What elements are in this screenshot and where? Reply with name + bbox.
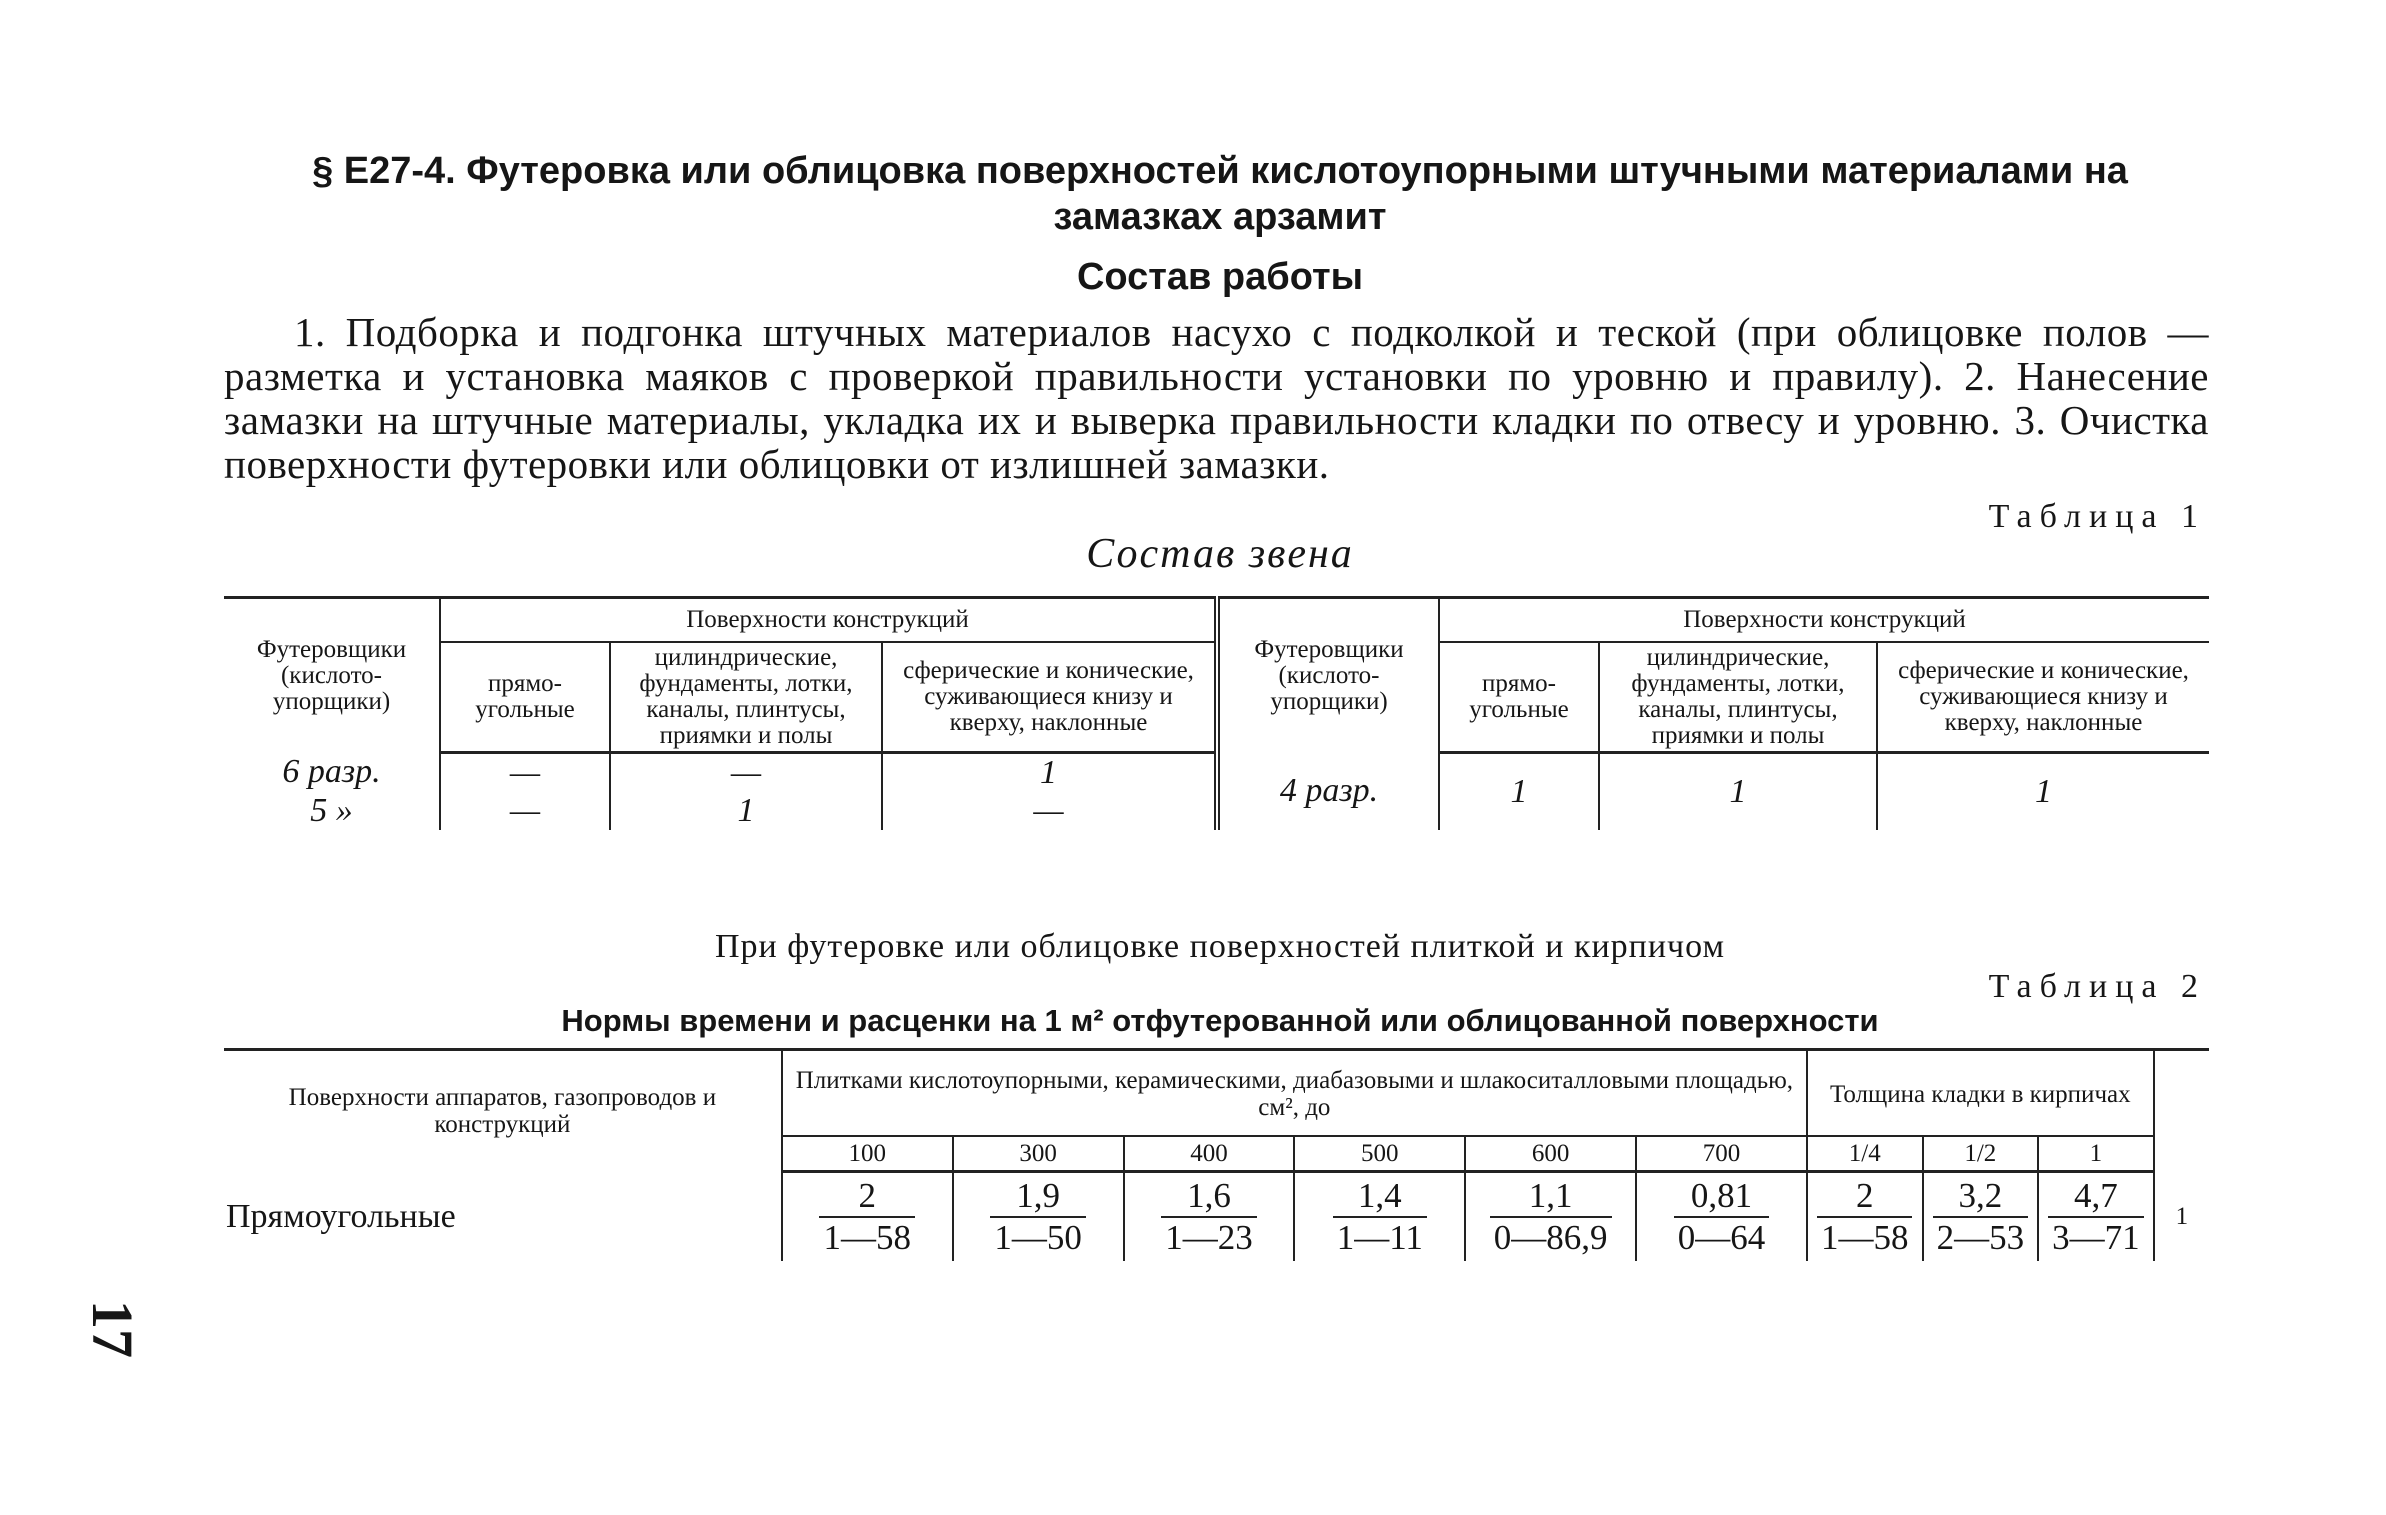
value-cell: 1 xyxy=(1877,753,2209,831)
brick-size-header: 1/2 xyxy=(1923,1136,2039,1172)
table1-title: Состав звена xyxy=(1086,531,1354,577)
norm-rate: 2—53 xyxy=(1936,1218,2025,1257)
table2-caption: Таблица 2 xyxy=(1988,968,2206,1005)
tile-size-header: 500 xyxy=(1294,1136,1465,1172)
section-heading xyxy=(180,148,2260,240)
value-cell: 1 xyxy=(1439,753,1599,831)
norm-cell xyxy=(1807,1172,1923,1262)
norm-rate: 1—50 xyxy=(994,1218,1082,1257)
row-number: 1 xyxy=(2154,1172,2209,1262)
norm-time: 1,4 xyxy=(1333,1176,1427,1218)
brick-size-header: 1/4 xyxy=(1807,1136,1923,1172)
section-heading-line2: замазках арзамит xyxy=(1053,196,1387,238)
grade-cell: 4 разр. xyxy=(1217,753,1439,831)
subcol-rectangular: прямо-угольные xyxy=(1439,642,1599,753)
row-label: Прямоугольные xyxy=(226,1197,456,1235)
norm-time: 3,2 xyxy=(1933,1176,2029,1218)
value-cell: — xyxy=(610,753,882,793)
norm-cell xyxy=(953,1172,1124,1262)
section-heading-line1: § Е27-4. Футеровка или облицовка поверхностей кислотоупорными штучными материалами на xyxy=(312,150,2128,192)
grade-cell: 5 » xyxy=(310,792,353,829)
norm-time: 0,81 xyxy=(1674,1176,1770,1218)
table-row xyxy=(224,753,2209,793)
col-worker-left: Футеровщики (кислото-упорщики) xyxy=(256,635,407,715)
norm-time: 2 xyxy=(819,1176,915,1218)
time-norms-table xyxy=(224,1048,2209,1261)
norm-rate: 1—58 xyxy=(1820,1218,1909,1257)
subcol-rectangular: прямо-угольные xyxy=(440,642,610,753)
value-cell: 1 xyxy=(882,753,1217,793)
value-cell: — xyxy=(440,753,610,793)
norm-time: 4,7 xyxy=(2048,1176,2144,1218)
group-tiles: Плитками кислотоупорными, керамическими, диабазовыми и шлакоситалловыми площадью, см², до xyxy=(782,1050,1807,1137)
value-cell: 1 xyxy=(610,792,882,830)
norm-cell xyxy=(2038,1172,2154,1262)
norm-rate: 1—58 xyxy=(823,1218,911,1257)
crew-composition-table xyxy=(224,596,2209,830)
subcol-cylindrical: цилиндрические, фундаменты, лотки, каналы, плинтусы, приямки и полы xyxy=(1599,642,1877,753)
norm-time: 1,1 xyxy=(1490,1176,1612,1218)
tile-size-header: 400 xyxy=(1124,1136,1295,1172)
norm-time: 1,9 xyxy=(990,1176,1086,1218)
table-note: При футеровке или облицовке поверхностей плиткой и кирпичом xyxy=(714,928,1726,965)
norm-cell xyxy=(1465,1172,1636,1262)
value-cell: 1 xyxy=(1599,753,1877,831)
group-surfaces-right: Поверхности конструкций xyxy=(1439,598,2209,643)
norm-rate: 0—64 xyxy=(1677,1218,1766,1257)
norm-cell xyxy=(1923,1172,2039,1262)
extra-col-header xyxy=(2154,1050,2209,1172)
subcol-spherical: сферические и конические, суживающиеся книзу и кверху, наклонные xyxy=(882,642,1217,753)
norm-cell xyxy=(1294,1172,1465,1262)
col-worker-right: Футеровщики (кислото-упорщики) xyxy=(1217,598,1439,753)
norm-cell xyxy=(782,1172,953,1262)
table1-caption: Таблица 1 xyxy=(1988,498,2206,535)
value-cell: — xyxy=(440,792,610,830)
value-cell: — xyxy=(882,792,1217,830)
norm-rate: 1—11 xyxy=(1336,1218,1423,1257)
col-surface: Поверхности аппаратов, газопроводов и конструкций xyxy=(288,1084,717,1139)
group-brick: Толщина кладки в кирпичах xyxy=(1807,1050,2154,1137)
tile-size-header: 600 xyxy=(1465,1136,1636,1172)
table2-title: Нормы времени и расценки на 1 м² отфутерованной или облицованной поверхности xyxy=(561,1003,1879,1038)
group-surfaces-left: Поверхности конструкций xyxy=(440,598,1217,643)
norm-rate: 3—71 xyxy=(2052,1218,2140,1257)
tile-size-header: 300 xyxy=(953,1136,1124,1172)
norm-time: 2 xyxy=(1817,1176,1913,1218)
subcol-cylindrical: цилиндрические, фундаменты, лотки, каналы, плинтусы, приямки и полы xyxy=(610,642,882,753)
work-description: 1. Подборка и подгонка штучных материалов насухо с подколкой и теской (при облицовке полов — разметка и установка маяков с проверкой правильности установки по уровню и правилу). 2. Нанесение замазки на штучные материалы, укладка их и выверка правильности кладки по отвесу и уровню. 3. Очистка поверхности футеровки или облицовки от излишней замазки. xyxy=(224,309,2209,487)
tile-size-header: 100 xyxy=(782,1136,953,1172)
brick-size-header: 1 xyxy=(2038,1136,2154,1172)
page-number: 17 xyxy=(80,1300,145,1358)
grade-cell: 6 разр. xyxy=(282,753,381,791)
norm-cell xyxy=(1124,1172,1295,1262)
norm-rate: 1—23 xyxy=(1165,1218,1253,1257)
norm-rate: 0—86,9 xyxy=(1493,1218,1608,1257)
norm-cell xyxy=(1636,1172,1807,1262)
work-title: Состав работы xyxy=(1076,256,1364,298)
table-row xyxy=(224,1172,2209,1262)
norm-time: 1,6 xyxy=(1161,1176,1257,1218)
tile-size-header: 700 xyxy=(1636,1136,1807,1172)
subcol-spherical: сферические и конические, суживающиеся книзу и кверху, наклонные xyxy=(1877,642,2209,753)
